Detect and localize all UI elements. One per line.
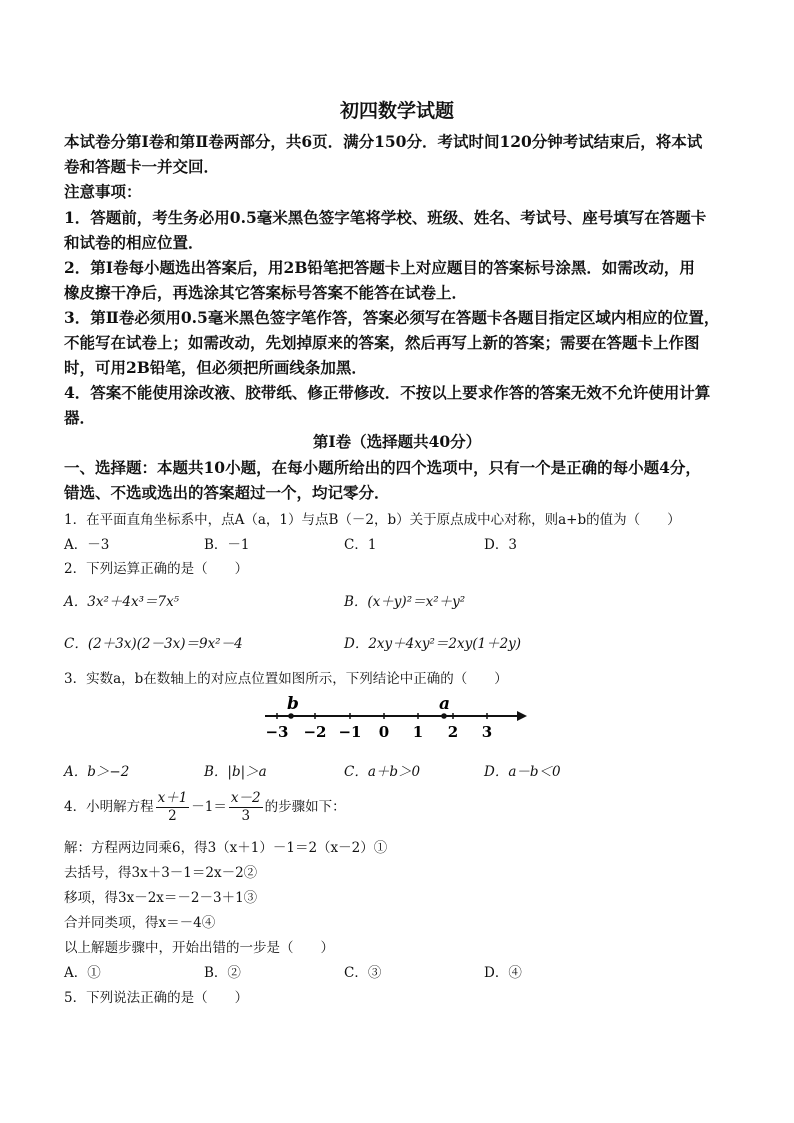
q4-step-4: 合并同类项，得x＝－4④	[64, 915, 216, 931]
q4-step-1: 解：方程两边同乘6，得3（x＋1）－1＝2（x－2）①	[64, 840, 388, 856]
q3-stem: 3．实数a，b在数轴上的对应点位置如图所示，下列结论中正确的（ ）	[64, 671, 508, 687]
q2-option-d: D．2xy＋4xy²＝2xy(1＋2y)	[344, 636, 522, 652]
tick-label: 3	[481, 723, 493, 741]
q1-option-d: D．3	[484, 537, 517, 553]
point-b-label: b	[287, 694, 299, 714]
notice-3a: 3．第Ⅱ卷必须用0.5毫米黑色签字笔作答，答案必须写在答题卡各题目指定区域内相应的位置，	[64, 308, 720, 327]
tick-label: −1	[338, 723, 362, 741]
q2-option-b: B．(x＋y)²＝x²＋y²	[344, 594, 466, 610]
q4-fraction-1	[156, 790, 190, 825]
q3-option-a: A．b＞−2	[64, 764, 130, 780]
q4-fraction-2	[229, 790, 263, 825]
q2-option-a: A．3x²＋4x³＝7x⁵	[64, 594, 180, 610]
q5-stem: 5．下列说法正确的是（ ）	[64, 990, 249, 1006]
q1-option-b: B．－1	[204, 537, 250, 553]
notice-1a: 1．答题前，考生务必用0.5毫米黑色签字笔将学校、班级、姓名、考试号、座号填写在答题卡	[64, 208, 707, 227]
tick-label: 0	[378, 723, 390, 741]
q4-frac1-denominator: 2	[168, 808, 177, 824]
part1-heading: 第Ⅰ卷（选择题共40分）	[312, 432, 482, 451]
tick-label: 1	[412, 723, 424, 741]
q4-stem	[64, 790, 346, 825]
tick-label: −3	[265, 723, 289, 741]
section1-line-2: 错选、不选或选出的答案超过一个，均记零分．	[64, 483, 390, 502]
q4-option-b: B．②	[204, 965, 241, 981]
q4-frac2-numerator: x－2	[230, 790, 261, 806]
q1-stem: 1．在平面直角坐标系中，点A（a，1）与点B（－2，b）关于原点成中心对称，则a+b的值为（ ）	[64, 512, 681, 528]
q1-option-a: A．－3	[64, 537, 110, 553]
q4-frac1-numerator: x＋1	[157, 790, 188, 806]
q2-stem: 2．下列运算正确的是（ ）	[64, 561, 249, 577]
page-title: 初四数学试题	[339, 100, 454, 122]
point-b	[288, 713, 294, 719]
q3-option-c: C．a＋b＞0	[344, 764, 421, 780]
q3-option-b: B．|b|＞a	[204, 764, 267, 780]
notice-2b: 橡皮擦干净后，再选涂其它答案标号答案不能答在试卷上．	[64, 283, 468, 302]
q3-option-d: D．a－b＜0	[484, 764, 561, 780]
q4-stem-prefix: 4．小明解方程	[64, 799, 154, 815]
notice-4a: 4．答案不能使用涂改液、胶带纸、修正带修改．不按以上要求作答的答案无效不允许使用计算	[64, 383, 711, 402]
tick-label: −2	[303, 723, 327, 741]
q4-option-a: A．①	[64, 965, 101, 981]
notice-3b: 不能写在试卷上；如需改动，先划掉原来的答案，然后再写上新的答案；需要在答题卡上作图	[64, 333, 700, 352]
q1-option-c: C．1	[344, 537, 377, 553]
notice-4b: 器．	[64, 408, 96, 427]
number-line-figure	[255, 692, 530, 742]
notice-heading: 注意事项：	[64, 182, 142, 201]
intro-line-1: 本试卷分第Ⅰ卷和第Ⅱ卷两部分，共6页．满分150分．考试时间120分钟考试结束后，将本试	[64, 132, 703, 151]
point-a-label: a	[439, 694, 451, 714]
tick-label: 2	[447, 723, 459, 741]
notice-1b: 和试卷的相应位置．	[64, 233, 204, 252]
q4-stem-mid: －1＝	[191, 799, 227, 815]
q4-option-d: D．④	[484, 965, 522, 981]
notice-2a: 2．第Ⅰ卷每小题选出答案后，用2B铅笔把答题卡上对应题目的答案标号涂黑．如需改动，用	[64, 258, 695, 277]
q2-option-c: C．(2＋3x)(2－3x)＝9x²－4	[64, 636, 243, 652]
q4-question: 以上解题步骤中，开始出错的一步是（ ）	[64, 940, 334, 956]
q4-stem-suffix: 的步骤如下：	[264, 799, 346, 815]
q4-frac2-denominator: 3	[241, 808, 251, 824]
section1-line-1: 一、选择题：本题共10小题，在每小题所给出的四个选项中，只有一个是正确的每小题4分，	[64, 458, 701, 477]
number-line-arrow	[517, 711, 527, 721]
point-a	[441, 713, 447, 719]
notice-3c: 时，可用2B铅笔，但必须把所画线条加黑．	[64, 358, 367, 377]
q4-step-2: 去括号，得3x＋3－1＝2x－2②	[64, 865, 258, 881]
q4-option-c: C．③	[344, 965, 382, 981]
q4-step-3: 移项，得3x－2x＝－2－3＋1③	[64, 890, 258, 906]
intro-line-2: 卷和答题卡一并交回．	[64, 157, 220, 176]
